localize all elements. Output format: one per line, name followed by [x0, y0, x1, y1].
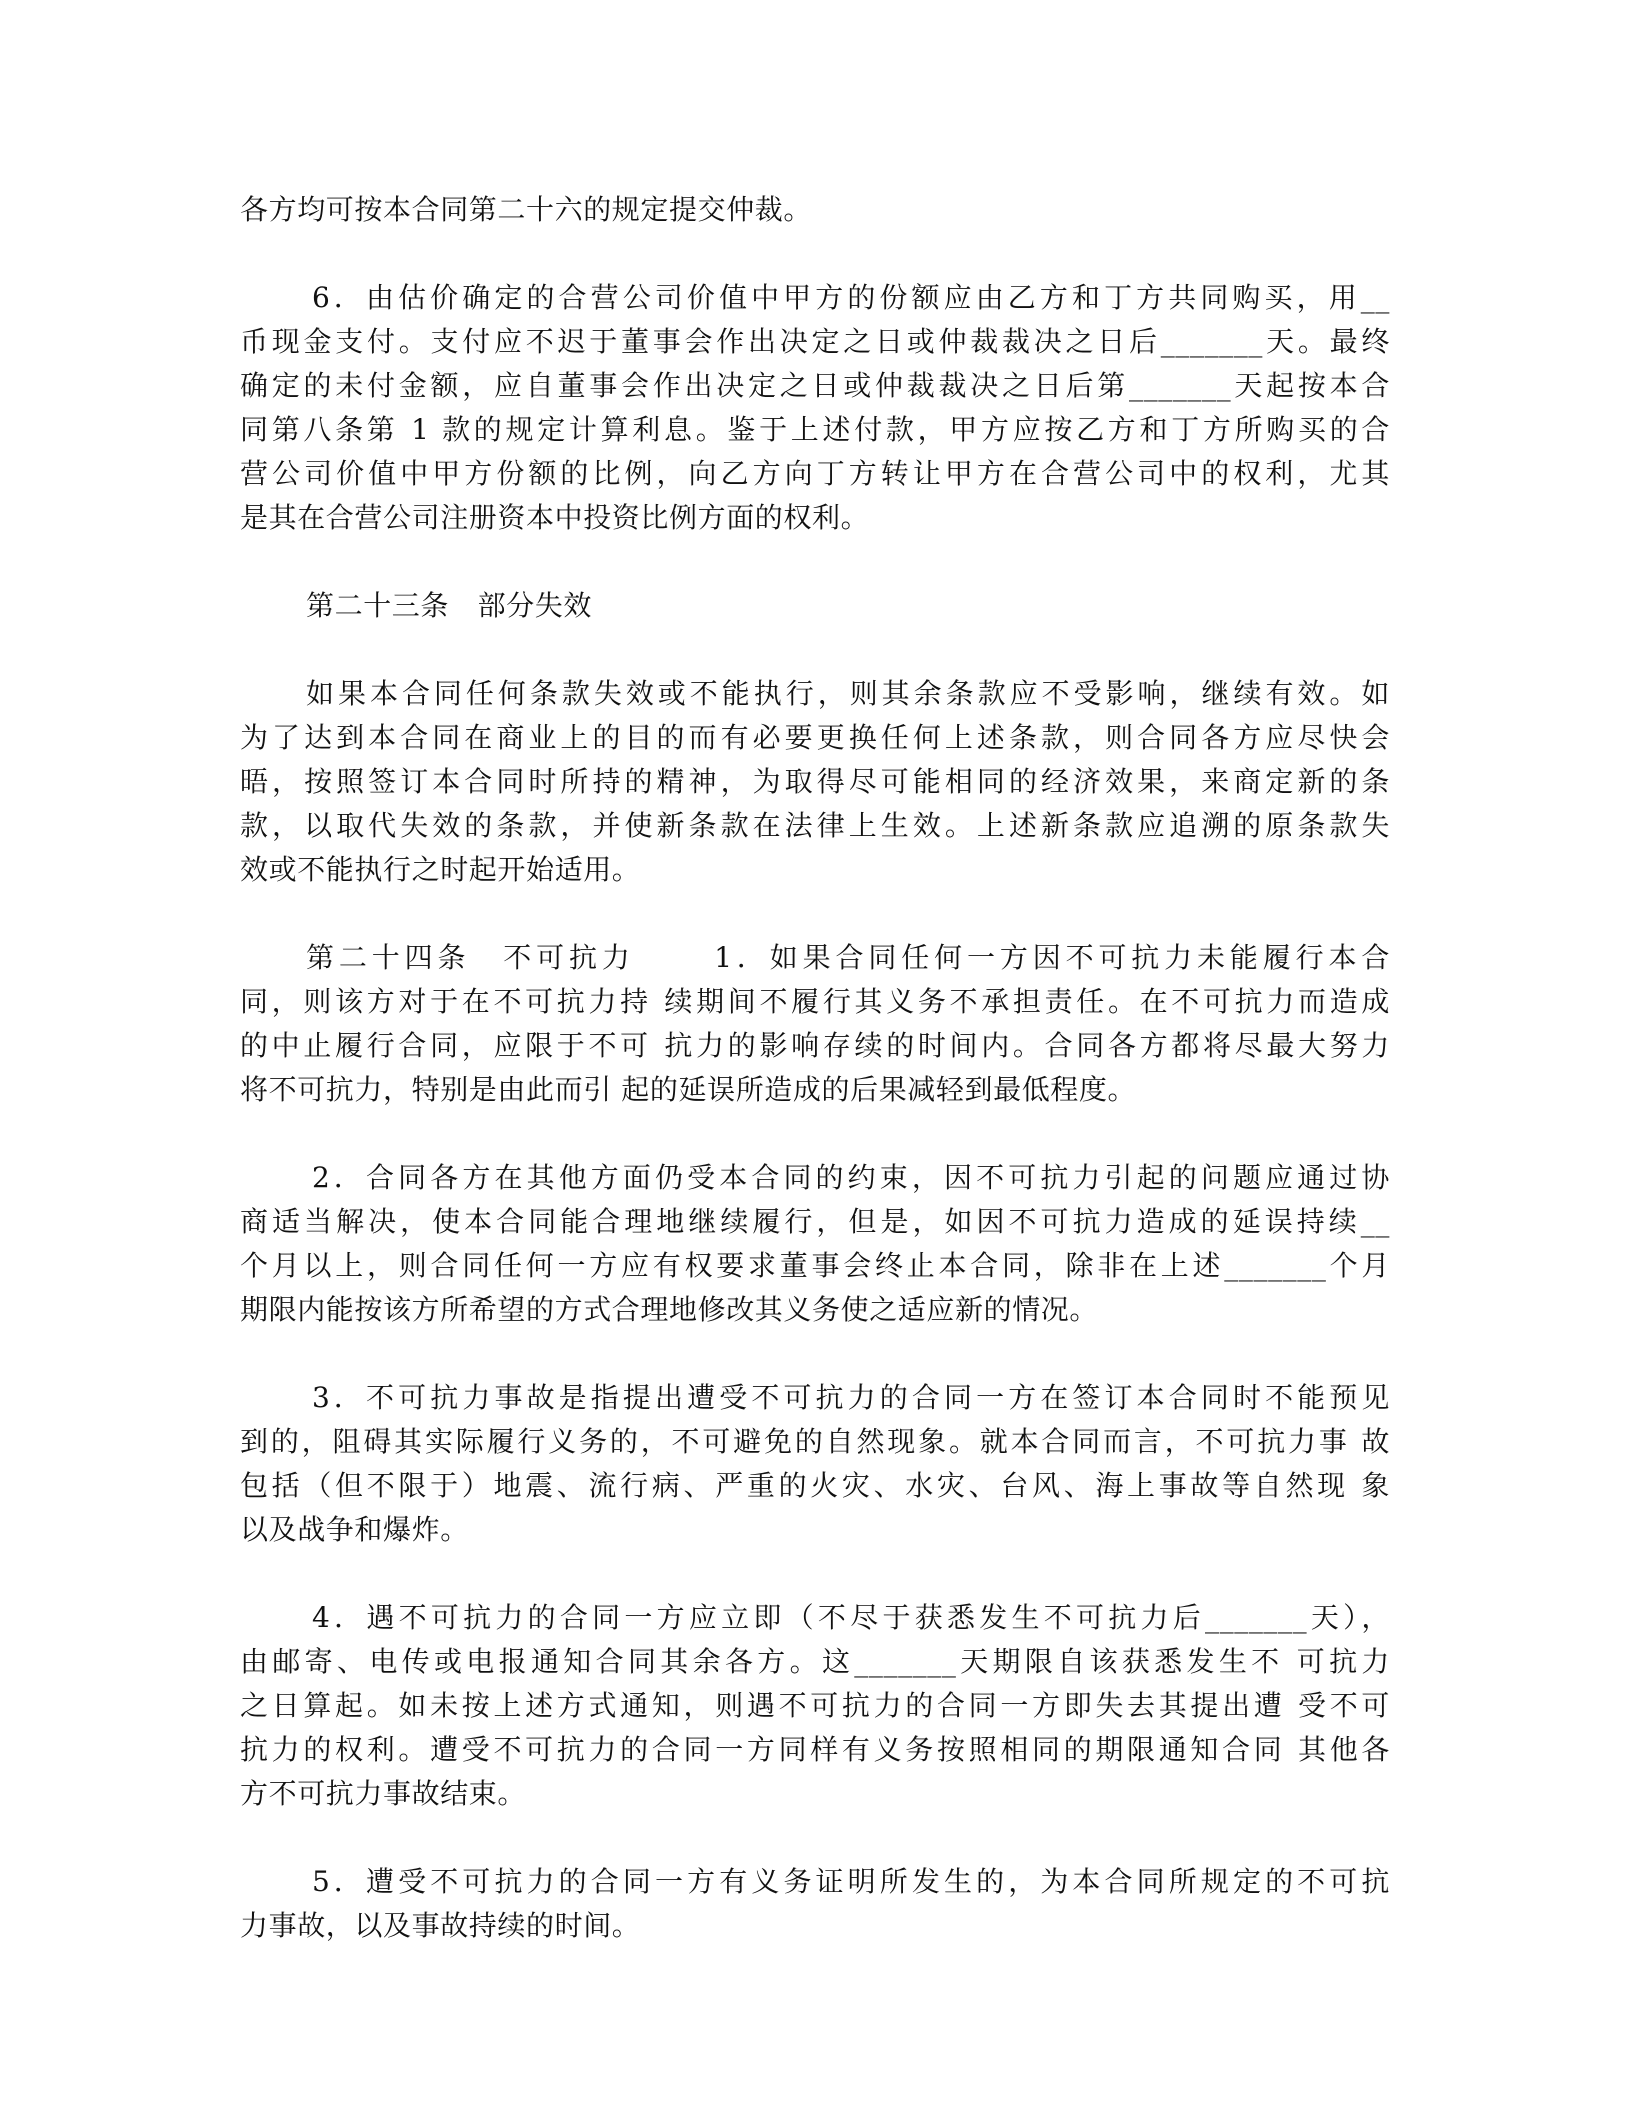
text-line: 包括（但不限于）地震、流行病、严重的火灾、水灾、台风、海上事故等自然现 象 [240, 1469, 1390, 1502]
document-page [240, 188, 1390, 1992]
text-line: 6．由估价确定的合营公司价值中甲方的份额应由乙方和丁方共同购买，用__ [312, 281, 1390, 314]
text-line: 同，则该方对于在不可抗力持 续期间不履行其义务不承担责任。在不可抗力而造成 [240, 985, 1390, 1018]
text-line: 各方均可按本合同第二十六的规定提交仲裁。 [240, 193, 813, 226]
paragraph-partial-invalidity [240, 672, 1390, 892]
heading-article-23 [240, 584, 1390, 628]
text-line: 的中止履行合同，应限于不可 抗力的影响存续的时间内。合同各方都将尽最大努力 [240, 1029, 1390, 1062]
text-line: 为了达到本合同在商业上的目的而有必要更换任何上述条款，则合同各方应尽快会 [240, 721, 1390, 754]
paragraph-article-24-force-majeure [240, 936, 1390, 1112]
text-line: 到的，阻碍其实际履行义务的，不可避免的自然现象。就本合同而言，不可抗力事 故 [240, 1425, 1390, 1458]
text-line: 确定的未付金额，应自董事会作出决定之日或仲裁裁决之日后第_______天起按本合 [240, 369, 1390, 402]
text-line: 由邮寄、电传或电报通知合同其余各方。这_______天期限自该获悉发生不 可抗力 [240, 1645, 1390, 1678]
text-line: 力事故，以及事故持续的时间。 [240, 1909, 641, 1942]
text-line: 同第八条第 1 款的规定计算利息。鉴于上述付款，甲方应按乙方和丁方所购买的合 [240, 413, 1390, 446]
paragraph-arbitration-reference [240, 188, 1390, 232]
text-line: 5．遭受不可抗力的合同一方有义务证明所发生的，为本合同所规定的不可抗 [312, 1865, 1390, 1898]
text-line: 4．遇不可抗力的合同一方应立即（不尽于获悉发生不可抗力后_______天）， [312, 1601, 1390, 1634]
text-line: 2．合同各方在其他方面仍受本合同的约束，因不可抗力引起的问题应通过协 [312, 1161, 1390, 1194]
text-line: 以及战争和爆炸。 [240, 1513, 469, 1546]
paragraph-clause-5-proof [240, 1860, 1390, 1948]
text-line: 如果本合同任何条款失效或不能执行，则其余条款应不受影响，继续有效。如 [306, 677, 1390, 710]
text-line: 币现金支付。支付应不迟于董事会作出决定之日或仲裁裁决之日后_______天。最终 [240, 325, 1390, 358]
text-line: 3．不可抗力事故是指提出遭受不可抗力的合同一方在签订本合同时不能预见 [312, 1381, 1390, 1414]
text-line: 是其在合营公司注册资本中投资比例方面的权利。 [240, 501, 870, 534]
text-line: 将不可抗力，特别是由此而引 起的延误所造成的后果减轻到最低程度。 [240, 1073, 1137, 1106]
text-line: 期限内能按该方所希望的方式合理地修改其义务使之适应新的情况。 [240, 1293, 1099, 1326]
text-line: 第二十四条 不可抗力 1．如果合同任何一方因不可抗力未能履行本合 [306, 941, 1390, 974]
text-line: 个月以上，则合同任何一方应有权要求董事会终止本合同，除非在上述_______个月 [240, 1249, 1390, 1282]
text-line: 营公司价值中甲方份额的比例，向乙方向丁方转让甲方在合营公司中的权利，尤其 [240, 457, 1390, 490]
paragraph-clause-2-obligations [240, 1156, 1390, 1332]
text-line: 款，以取代失效的条款，并使新条款在法律上生效。上述新条款应追溯的原条款失 [240, 809, 1390, 842]
section-heading: 第二十三条 部分失效 [306, 589, 593, 622]
paragraph-clause-6-valuation [240, 276, 1390, 540]
paragraph-clause-3-definition [240, 1376, 1390, 1552]
text-line: 商适当解决，使本合同能合理地继续履行，但是，如因不可抗力造成的延误持续__ [240, 1205, 1390, 1238]
text-line: 晤，按照签订本合同时所持的精神，为取得尽可能相同的经济效果，来商定新的条 [240, 765, 1390, 798]
text-line: 效或不能执行之时起开始适用。 [240, 853, 641, 886]
text-line: 方不可抗力事故结束。 [240, 1777, 527, 1810]
text-line: 抗力的权利。遭受不可抗力的合同一方同样有义务按照相同的期限通知合同 其他各 [240, 1733, 1390, 1766]
text-line: 之日算起。如未按上述方式通知，则遇不可抗力的合同一方即失去其提出遭 受不可 [240, 1689, 1390, 1722]
paragraph-clause-4-notification [240, 1596, 1390, 1816]
